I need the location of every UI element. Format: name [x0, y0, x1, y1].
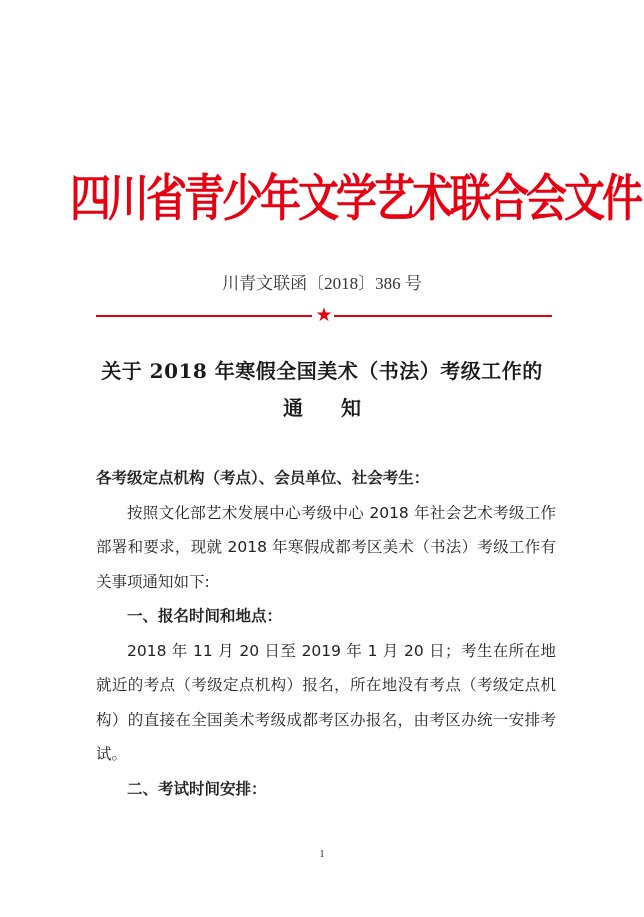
document-number: 川青文联函〔2018〕386 号 [222, 274, 422, 293]
red-star-icon: ★ [315, 304, 333, 326]
red-rule-right [334, 315, 552, 317]
page-number: 1 [319, 848, 325, 860]
section-1-heading: 一、报名时间和地点： [127, 607, 283, 625]
org-header-title: 四川省青少年文学艺术联合会文件 [70, 168, 640, 228]
intro-paragraph: 按照文化部艺术发展中心考级中心 2018 年社会艺术考级工作部署和要求，现就 2018 年寒假成都考区美术（书法）考级工作有关事项通知如下: [96, 503, 556, 591]
document-body [96, 461, 556, 806]
red-rule-left [96, 315, 312, 317]
section-2-heading: 二、考试时间安排： [127, 779, 267, 798]
notice-title: 关于 2018 年寒假全国美术（书法）考级工作的 [101, 359, 543, 383]
salutation: 各考级定点机构（考点）、会员单位、社会考生： [96, 469, 430, 487]
notice-title-char-2: 知 [341, 396, 361, 420]
section-1-paragraph: 2018 年 11 月 20 日至 2019 年 1 月 20 日；考生在所在地就近的考点（考级定点机构）报名，所在地没有考点（考级定点机构）的直接在全国美术考级成都考区办报名，由考区办统一安排考试。 [96, 641, 556, 763]
notice-title-line2 [0, 392, 644, 421]
notice-title-char-1: 通 [283, 396, 303, 420]
